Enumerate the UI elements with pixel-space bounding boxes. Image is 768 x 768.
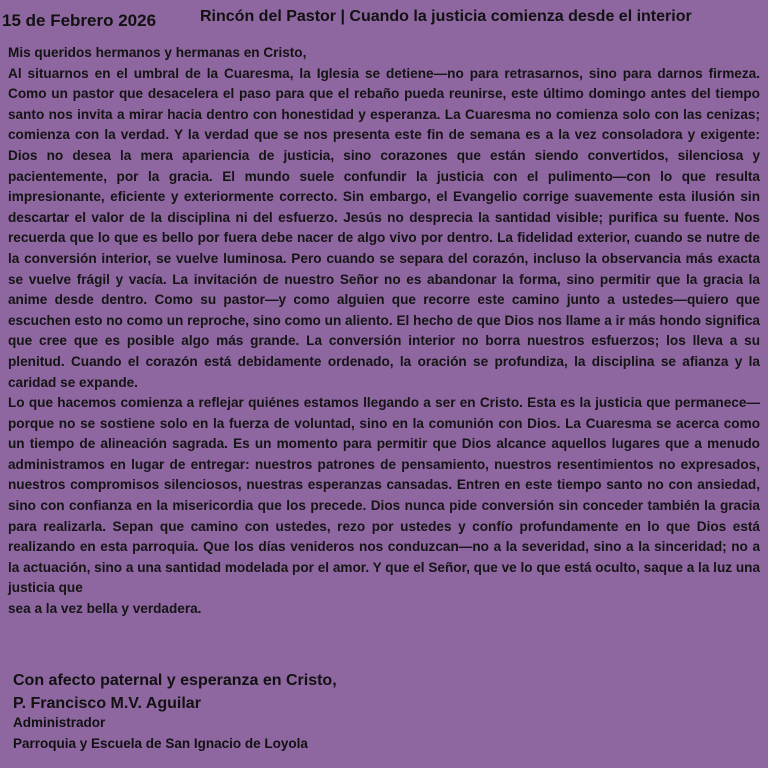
- bulletin-date: 15 de Febrero 2026: [2, 11, 157, 30]
- signature-parish: Parroquia y Escuela de San Ignacio de Loyola: [13, 736, 308, 751]
- signature-name: P. Francisco M.V. Aguilar: [13, 695, 201, 712]
- signature-role: Administrador: [13, 715, 106, 730]
- signature-closing: Con afecto paternal y esperanza en Cristo,: [13, 672, 337, 689]
- pastor-letter: [8, 43, 760, 620]
- letter-paragraph-1: Al situarnos en el umbral de la Cuaresma, la Iglesia se detiene—no para retrasarnos, sino para darnos firmeza. Como un pastor que desacelera el paso para que el rebaño pueda reunirse, este último domingo antes del tiempo santo nos invita a mirar hacia dentro con honestidad y esperanza. La Cuaresma no comienza solo con las cenizas; comienza con la verdad. Y la verdad que se nos presenta este fin de semana es a la vez consoladora y exigente: Dios no desea la mera apariencia de justicia, sino corazones que están siendo convertidos, silenciosa y pacientemente, por la gracia. El mundo suele confundir la justicia con el pulimento—con lo que resulta impresionante, eficiente y exteriormente correcto. Sin embargo, el Evangelio corrige suavemente esta ilusión sin descartar el valor de la disciplina ni del esfuerzo. Jesús no desprecia la santidad visible; purifica su fuente. Nos recuerda que lo que es bello por fuera debe nacer de algo vivo por dentro. La fidelidad exterior, cuando se nutre de la conversión interior, se vuelve luminosa. Pero cuando se separa del corazón, incluso la observancia más exacta se vuelve frágil y vacía. La invitación de nuestro Señor no es abandonar la forma, sino permitir que la gracia la anime desde dentro. Como su pastor—y como alguien que recorre este camino junto a ustedes—quiero que escuchen esto no como un reproche, sino como un aliento. El hecho de que Dios nos llame a ir más hondo significa que cree que es posible algo más grande. La conversión interior no borra nuestros esfuerzos; los lleva a su plenitud. Cuando el corazón está debidamente ordenado, la oración se profundiza, la disciplina se afianza y la caridad se expande.: [8, 65, 760, 390]
- letter-salutation: Mis queridos hermanos y hermanas en Cristo,: [8, 45, 307, 60]
- letter-paragraph-3: sea a la vez bella y verdadera.: [8, 601, 202, 617]
- column-title: Rincón del Pastor | Cuando la justicia comienza desde el interior: [200, 8, 692, 25]
- letter-paragraph-2: Lo que hacemos comienza a reflejar quiénes estamos llegando a ser en Cristo. Esta es la justicia que permanece—porque no se sostiene solo en la fuerza de voluntad, sino en la comunión con Dios. La Cuaresma se acerca como un tiempo de alineación sagrada. Es un momento para permitir que Dios alcance aquellos lugares que a menudo administramos en lugar de entregar: nuestros patrones de pensamiento, nuestros resentimientos no expresados, nuestros compromisos silenciosos, nuestras esperanzas cansadas. Entren en este tiempo santo no con ansiedad, sino con confianza en la misericordia que los precede. Dios nunca pide conversión sin conceder también la gracia para realizarla. Sepan que camino con ustedes, rezo por ustedes y confío profundamente en lo que Dios está realizando en esta parroquia. Que los días venideros nos conduzcan—no a la severidad, sino a la sinceridad; no a la actuación, sino a una santidad modelada por el amor. Y que el Señor, que ve lo que está oculto, saque a la luz una justicia que: [8, 395, 760, 596]
- signature-block: [13, 670, 753, 752]
